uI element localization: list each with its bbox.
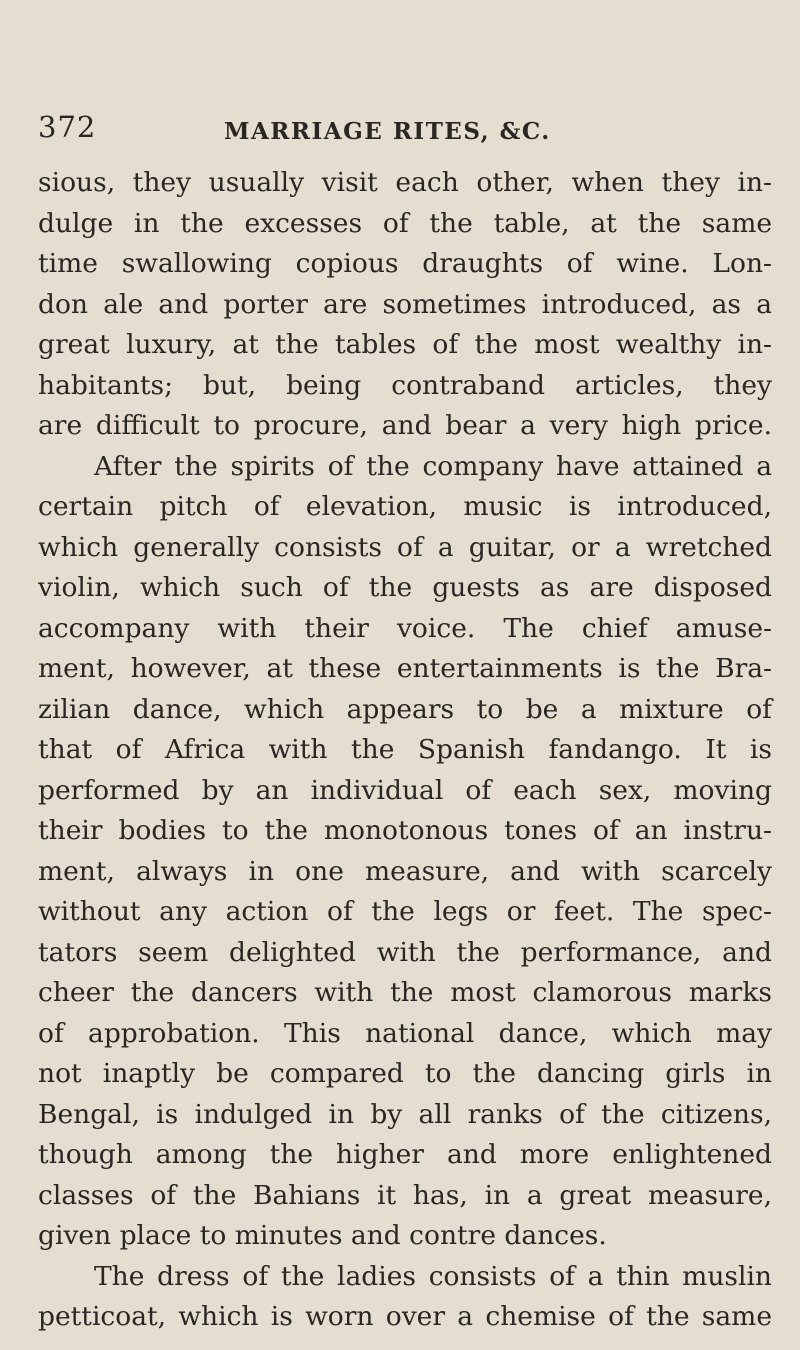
text-line: zilian dance, which appears to be a mixture of [38, 693, 772, 725]
text-line: classes of the Bahians it has, in a great measure, [38, 1179, 772, 1211]
text-line: without any action of the legs or feet. The spec- [38, 896, 772, 927]
text-line: that of Africa with the Spanish fandango. It is [38, 734, 772, 765]
text-line: tators seem delighted with the performance, and [38, 936, 772, 968]
text-line: their bodies to the monotonous tones of an instru- [38, 815, 772, 846]
text-line: though among the higher and more enlightened [38, 1139, 772, 1170]
text-line: are difficult to procure, and bear a very high price. [38, 410, 772, 441]
text-line: certain pitch of elevation, music is introduced, [38, 491, 772, 522]
running-title: MARRIAGE RITES, &C. [224, 118, 551, 145]
text-line: great luxury, at the tables of the most wealthy in- [38, 329, 772, 360]
text-line: time swallowing copious draughts of wine. Lon- [38, 248, 772, 279]
text-line: performed by an individual of each sex, moving [38, 774, 772, 806]
text-line: sious, they usually visit each other, when they in- [38, 167, 772, 198]
text-line: The dress of the ladies consists of a thin muslin [94, 1260, 772, 1292]
page-number: 372 [38, 110, 97, 144]
text-line: Bengal, is indulged in by all ranks of the citizens, [38, 1098, 772, 1130]
text-line: After the spirits of the company have attained a [94, 450, 772, 482]
text-line: petticoat, which is worn over a chemise of the same [38, 1301, 772, 1332]
running-head [38, 110, 772, 150]
text-line: accompany with their voice. The chief amuse- [38, 612, 772, 644]
text-line: which generally consists of a guitar, or a wretched [38, 531, 772, 563]
text-line: dulge in the excesses of the table, at the same [38, 207, 772, 239]
body-text [38, 163, 772, 1338]
text-line: not inaptly be compared to the dancing girls in [38, 1058, 772, 1089]
text-line: habitants; but, being contraband articles, they [38, 369, 772, 401]
text-line: violin, which such of the guests as are disposed [38, 572, 772, 603]
text-line: ment, always in one measure, and with scarcely [38, 855, 772, 887]
text-line: ment, however, at these entertainments is the Bra- [38, 653, 772, 684]
text-line: of approbation. This national dance, which may [38, 1017, 772, 1049]
text-line: cheer the dancers with the most clamorous marks [38, 977, 772, 1008]
text-line: given place to minutes and contre dances. [38, 1220, 607, 1251]
text-line: don ale and porter are sometimes introduced, as a [38, 288, 772, 320]
